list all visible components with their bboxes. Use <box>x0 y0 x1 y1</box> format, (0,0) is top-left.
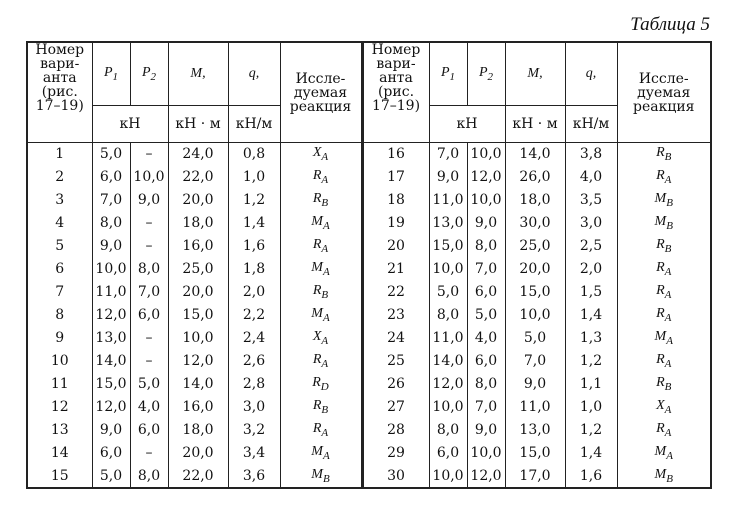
cell-m: 10,0 <box>168 327 228 350</box>
cell-m: 22,0 <box>168 166 228 189</box>
cell-n: 21 <box>362 258 429 281</box>
cell-q: 2,6 <box>228 350 280 373</box>
cell-reaction: $R_A$ <box>280 235 362 258</box>
cell-p2: 8,0 <box>467 373 505 396</box>
cell-m: 15,0 <box>505 442 565 465</box>
cell-q: 3,2 <box>228 419 280 442</box>
cell-q: 0,8 <box>228 143 280 166</box>
cell-p2: 8,0 <box>467 235 505 258</box>
cell-q: 1,2 <box>565 350 617 373</box>
table-row <box>27 304 711 327</box>
unit-kn: кН <box>92 106 168 143</box>
cell-q: 3,4 <box>228 442 280 465</box>
unit-knm-right: кН · м <box>505 106 565 143</box>
cell-m: 30,0 <box>505 212 565 235</box>
cell-m: 18,0 <box>168 419 228 442</box>
cell-n: 24 <box>362 327 429 350</box>
cell-m: 20,0 <box>168 442 228 465</box>
cell-p2: 7,0 <box>130 281 168 304</box>
cell-p1: 12,0 <box>92 396 130 419</box>
cell-m: 18,0 <box>168 212 228 235</box>
cell-n: 13 <box>27 419 92 442</box>
cell-p1: 14,0 <box>92 350 130 373</box>
cell-reaction: $M_A$ <box>617 327 711 350</box>
table-row <box>27 465 711 488</box>
cell-q: 2,5 <box>565 235 617 258</box>
cell-reaction: $R_D$ <box>280 373 362 396</box>
cell-n: 29 <box>362 442 429 465</box>
cell-reaction: $R_A$ <box>280 166 362 189</box>
cell-p2: – <box>130 442 168 465</box>
cell-p2: 10,0 <box>467 189 505 212</box>
cell-p1: 8,0 <box>429 419 467 442</box>
cell-p2: 8,0 <box>130 465 168 488</box>
cell-m: 25,0 <box>505 235 565 258</box>
cell-p2: 10,0 <box>130 166 168 189</box>
cell-p1: 11,0 <box>429 189 467 212</box>
cell-p2: 4,0 <box>130 396 168 419</box>
cell-reaction: $R_A$ <box>280 350 362 373</box>
cell-m: 14,0 <box>168 373 228 396</box>
cell-reaction: $M_A$ <box>280 258 362 281</box>
cell-m: 10,0 <box>505 304 565 327</box>
cell-n: 20 <box>362 235 429 258</box>
cell-m: 17,0 <box>505 465 565 488</box>
table-row <box>27 235 711 258</box>
table-row <box>27 281 711 304</box>
cell-reaction: $R_A$ <box>617 281 711 304</box>
cell-reaction: $R_A$ <box>617 166 711 189</box>
cell-n: 26 <box>362 373 429 396</box>
cell-p2: 10,0 <box>467 442 505 465</box>
cell-reaction: $M_B$ <box>280 465 362 488</box>
cell-p2: 6,0 <box>467 281 505 304</box>
header-reaction: Иссле- дуемая реакция <box>280 42 362 143</box>
cell-n: 19 <box>362 212 429 235</box>
cell-q: 3,6 <box>228 465 280 488</box>
cell-p1: 11,0 <box>92 281 130 304</box>
cell-q: 1,4 <box>228 212 280 235</box>
cell-p1: 10,0 <box>429 258 467 281</box>
table-row <box>27 327 711 350</box>
cell-n: 9 <box>27 327 92 350</box>
cell-p2: 8,0 <box>130 258 168 281</box>
cell-q: 1,0 <box>228 166 280 189</box>
table-row <box>27 166 711 189</box>
header-p2: $P_2$ <box>130 42 168 106</box>
header-row-top <box>27 42 711 106</box>
cell-p2: – <box>130 350 168 373</box>
cell-p1: 13,0 <box>92 327 130 350</box>
cell-q: 1,1 <box>565 373 617 396</box>
cell-p2: 10,0 <box>467 143 505 166</box>
unit-knm-q-right: кН/м <box>565 106 617 143</box>
cell-reaction: $X_A$ <box>617 396 711 419</box>
cell-m: 13,0 <box>505 419 565 442</box>
table-row <box>27 212 711 235</box>
cell-n: 6 <box>27 258 92 281</box>
cell-reaction: $R_B$ <box>280 281 362 304</box>
cell-q: 1,2 <box>565 419 617 442</box>
cell-m: 9,0 <box>505 373 565 396</box>
cell-m: 16,0 <box>168 396 228 419</box>
cell-m: 15,0 <box>168 304 228 327</box>
cell-q: 2,8 <box>228 373 280 396</box>
cell-p1: 15,0 <box>92 373 130 396</box>
cell-reaction: $R_B$ <box>280 396 362 419</box>
cell-n: 22 <box>362 281 429 304</box>
cell-p2: 9,0 <box>467 212 505 235</box>
cell-m: 11,0 <box>505 396 565 419</box>
header-m: M, <box>168 42 228 106</box>
cell-p2: 7,0 <box>467 258 505 281</box>
cell-reaction: $R_B$ <box>617 373 711 396</box>
cell-n: 3 <box>27 189 92 212</box>
cell-p1: 10,0 <box>429 396 467 419</box>
cell-m: 20,0 <box>168 281 228 304</box>
cell-p1: 12,0 <box>429 373 467 396</box>
cell-reaction: $X_A$ <box>280 327 362 350</box>
cell-p1: 5,0 <box>429 281 467 304</box>
table-row <box>27 350 711 373</box>
cell-q: 1,5 <box>565 281 617 304</box>
cell-p2: 12,0 <box>467 166 505 189</box>
cell-p2: – <box>130 327 168 350</box>
cell-reaction: $M_A$ <box>617 442 711 465</box>
cell-q: 2,4 <box>228 327 280 350</box>
cell-p1: 6,0 <box>429 442 467 465</box>
cell-n: 10 <box>27 350 92 373</box>
cell-p1: 12,0 <box>92 304 130 327</box>
cell-n: 8 <box>27 304 92 327</box>
cell-p2: 5,0 <box>130 373 168 396</box>
cell-q: 4,0 <box>565 166 617 189</box>
table-row <box>27 373 711 396</box>
cell-reaction: $X_A$ <box>280 143 362 166</box>
cell-q: 1,3 <box>565 327 617 350</box>
cell-p1: 5,0 <box>92 465 130 488</box>
table-caption: Таблица 5 <box>630 14 710 35</box>
cell-q: 1,0 <box>565 396 617 419</box>
cell-m: 15,0 <box>505 281 565 304</box>
cell-p1: 7,0 <box>92 189 130 212</box>
cell-p1: 11,0 <box>429 327 467 350</box>
cell-reaction: $R_A$ <box>617 304 711 327</box>
header-reaction-right: Иссле- дуемая реакция <box>617 42 711 143</box>
cell-reaction: $R_A$ <box>617 258 711 281</box>
cell-q: 1,6 <box>228 235 280 258</box>
cell-q: 3,8 <box>565 143 617 166</box>
cell-p2: 6,0 <box>467 350 505 373</box>
cell-p1: 10,0 <box>429 465 467 488</box>
cell-n: 28 <box>362 419 429 442</box>
cell-m: 12,0 <box>168 350 228 373</box>
cell-q: 3,0 <box>228 396 280 419</box>
cell-reaction: $M_A$ <box>280 212 362 235</box>
cell-p2: 5,0 <box>467 304 505 327</box>
cell-p1: 10,0 <box>92 258 130 281</box>
header-q-right: q, <box>565 42 617 106</box>
cell-m: 22,0 <box>168 465 228 488</box>
cell-p2: 6,0 <box>130 304 168 327</box>
unit-knm-q: кН/м <box>228 106 280 143</box>
cell-n: 12 <box>27 396 92 419</box>
cell-p2: 4,0 <box>467 327 505 350</box>
cell-n: 14 <box>27 442 92 465</box>
cell-m: 20,0 <box>505 258 565 281</box>
cell-p2: – <box>130 235 168 258</box>
cell-n: 5 <box>27 235 92 258</box>
header-p2-right: $P_2$ <box>467 42 505 106</box>
cell-p1: 7,0 <box>429 143 467 166</box>
cell-n: 4 <box>27 212 92 235</box>
cell-p1: 15,0 <box>429 235 467 258</box>
variants-table <box>26 41 712 489</box>
cell-n: 1 <box>27 143 92 166</box>
header-m-right: M, <box>505 42 565 106</box>
cell-p1: 9,0 <box>429 166 467 189</box>
table-row <box>27 143 711 166</box>
header-variant: Номер вари- анта (рис. 17–19) <box>27 42 92 143</box>
cell-q: 1,2 <box>228 189 280 212</box>
cell-p2: – <box>130 212 168 235</box>
cell-n: 16 <box>362 143 429 166</box>
cell-q: 2,0 <box>228 281 280 304</box>
cell-reaction: $M_A$ <box>280 442 362 465</box>
cell-p1: 5,0 <box>92 143 130 166</box>
cell-q: 3,0 <box>565 212 617 235</box>
cell-n: 25 <box>362 350 429 373</box>
unit-knm: кН · м <box>168 106 228 143</box>
cell-n: 30 <box>362 465 429 488</box>
cell-reaction: $R_B$ <box>617 235 711 258</box>
cell-p1: 6,0 <box>92 166 130 189</box>
cell-m: 26,0 <box>505 166 565 189</box>
table-row <box>27 189 711 212</box>
unit-kn-right: кН <box>429 106 505 143</box>
cell-q: 1,4 <box>565 304 617 327</box>
cell-p1: 13,0 <box>429 212 467 235</box>
cell-reaction: $M_B$ <box>617 465 711 488</box>
cell-p1: 6,0 <box>92 442 130 465</box>
header-p1-right: $P_1$ <box>429 42 467 106</box>
cell-q: 1,6 <box>565 465 617 488</box>
cell-p2: 6,0 <box>130 419 168 442</box>
header-variant-right: Номер вари- анта (рис. 17–19) <box>362 42 429 143</box>
cell-n: 23 <box>362 304 429 327</box>
table-row <box>27 419 711 442</box>
cell-reaction: $M_A$ <box>280 304 362 327</box>
cell-q: 1,4 <box>565 442 617 465</box>
cell-p2: 9,0 <box>130 189 168 212</box>
header-p1: $P_1$ <box>92 42 130 106</box>
cell-p2: 9,0 <box>467 419 505 442</box>
cell-reaction: $R_A$ <box>617 350 711 373</box>
table-row <box>27 442 711 465</box>
cell-n: 15 <box>27 465 92 488</box>
cell-q: 1,8 <box>228 258 280 281</box>
cell-p1: 14,0 <box>429 350 467 373</box>
cell-p2: – <box>130 143 168 166</box>
cell-m: 25,0 <box>168 258 228 281</box>
cell-n: 17 <box>362 166 429 189</box>
cell-p1: 8,0 <box>429 304 467 327</box>
cell-n: 11 <box>27 373 92 396</box>
cell-q: 2,0 <box>565 258 617 281</box>
cell-m: 7,0 <box>505 350 565 373</box>
cell-reaction: $M_B$ <box>617 189 711 212</box>
table-row <box>27 258 711 281</box>
cell-p2: 12,0 <box>467 465 505 488</box>
cell-p1: 8,0 <box>92 212 130 235</box>
cell-n: 2 <box>27 166 92 189</box>
cell-reaction: $R_A$ <box>617 419 711 442</box>
cell-m: 18,0 <box>505 189 565 212</box>
cell-q: 2,2 <box>228 304 280 327</box>
cell-p1: 9,0 <box>92 235 130 258</box>
cell-reaction: $R_B$ <box>617 143 711 166</box>
cell-reaction: $M_B$ <box>617 212 711 235</box>
cell-reaction: $R_B$ <box>280 189 362 212</box>
cell-reaction: $R_A$ <box>280 419 362 442</box>
cell-q: 3,5 <box>565 189 617 212</box>
header-q: q, <box>228 42 280 106</box>
cell-n: 7 <box>27 281 92 304</box>
cell-m: 16,0 <box>168 235 228 258</box>
cell-m: 5,0 <box>505 327 565 350</box>
table-body <box>27 143 711 489</box>
cell-p2: 7,0 <box>467 396 505 419</box>
cell-m: 14,0 <box>505 143 565 166</box>
cell-n: 18 <box>362 189 429 212</box>
table-row <box>27 396 711 419</box>
cell-n: 27 <box>362 396 429 419</box>
cell-m: 24,0 <box>168 143 228 166</box>
cell-p1: 9,0 <box>92 419 130 442</box>
cell-m: 20,0 <box>168 189 228 212</box>
